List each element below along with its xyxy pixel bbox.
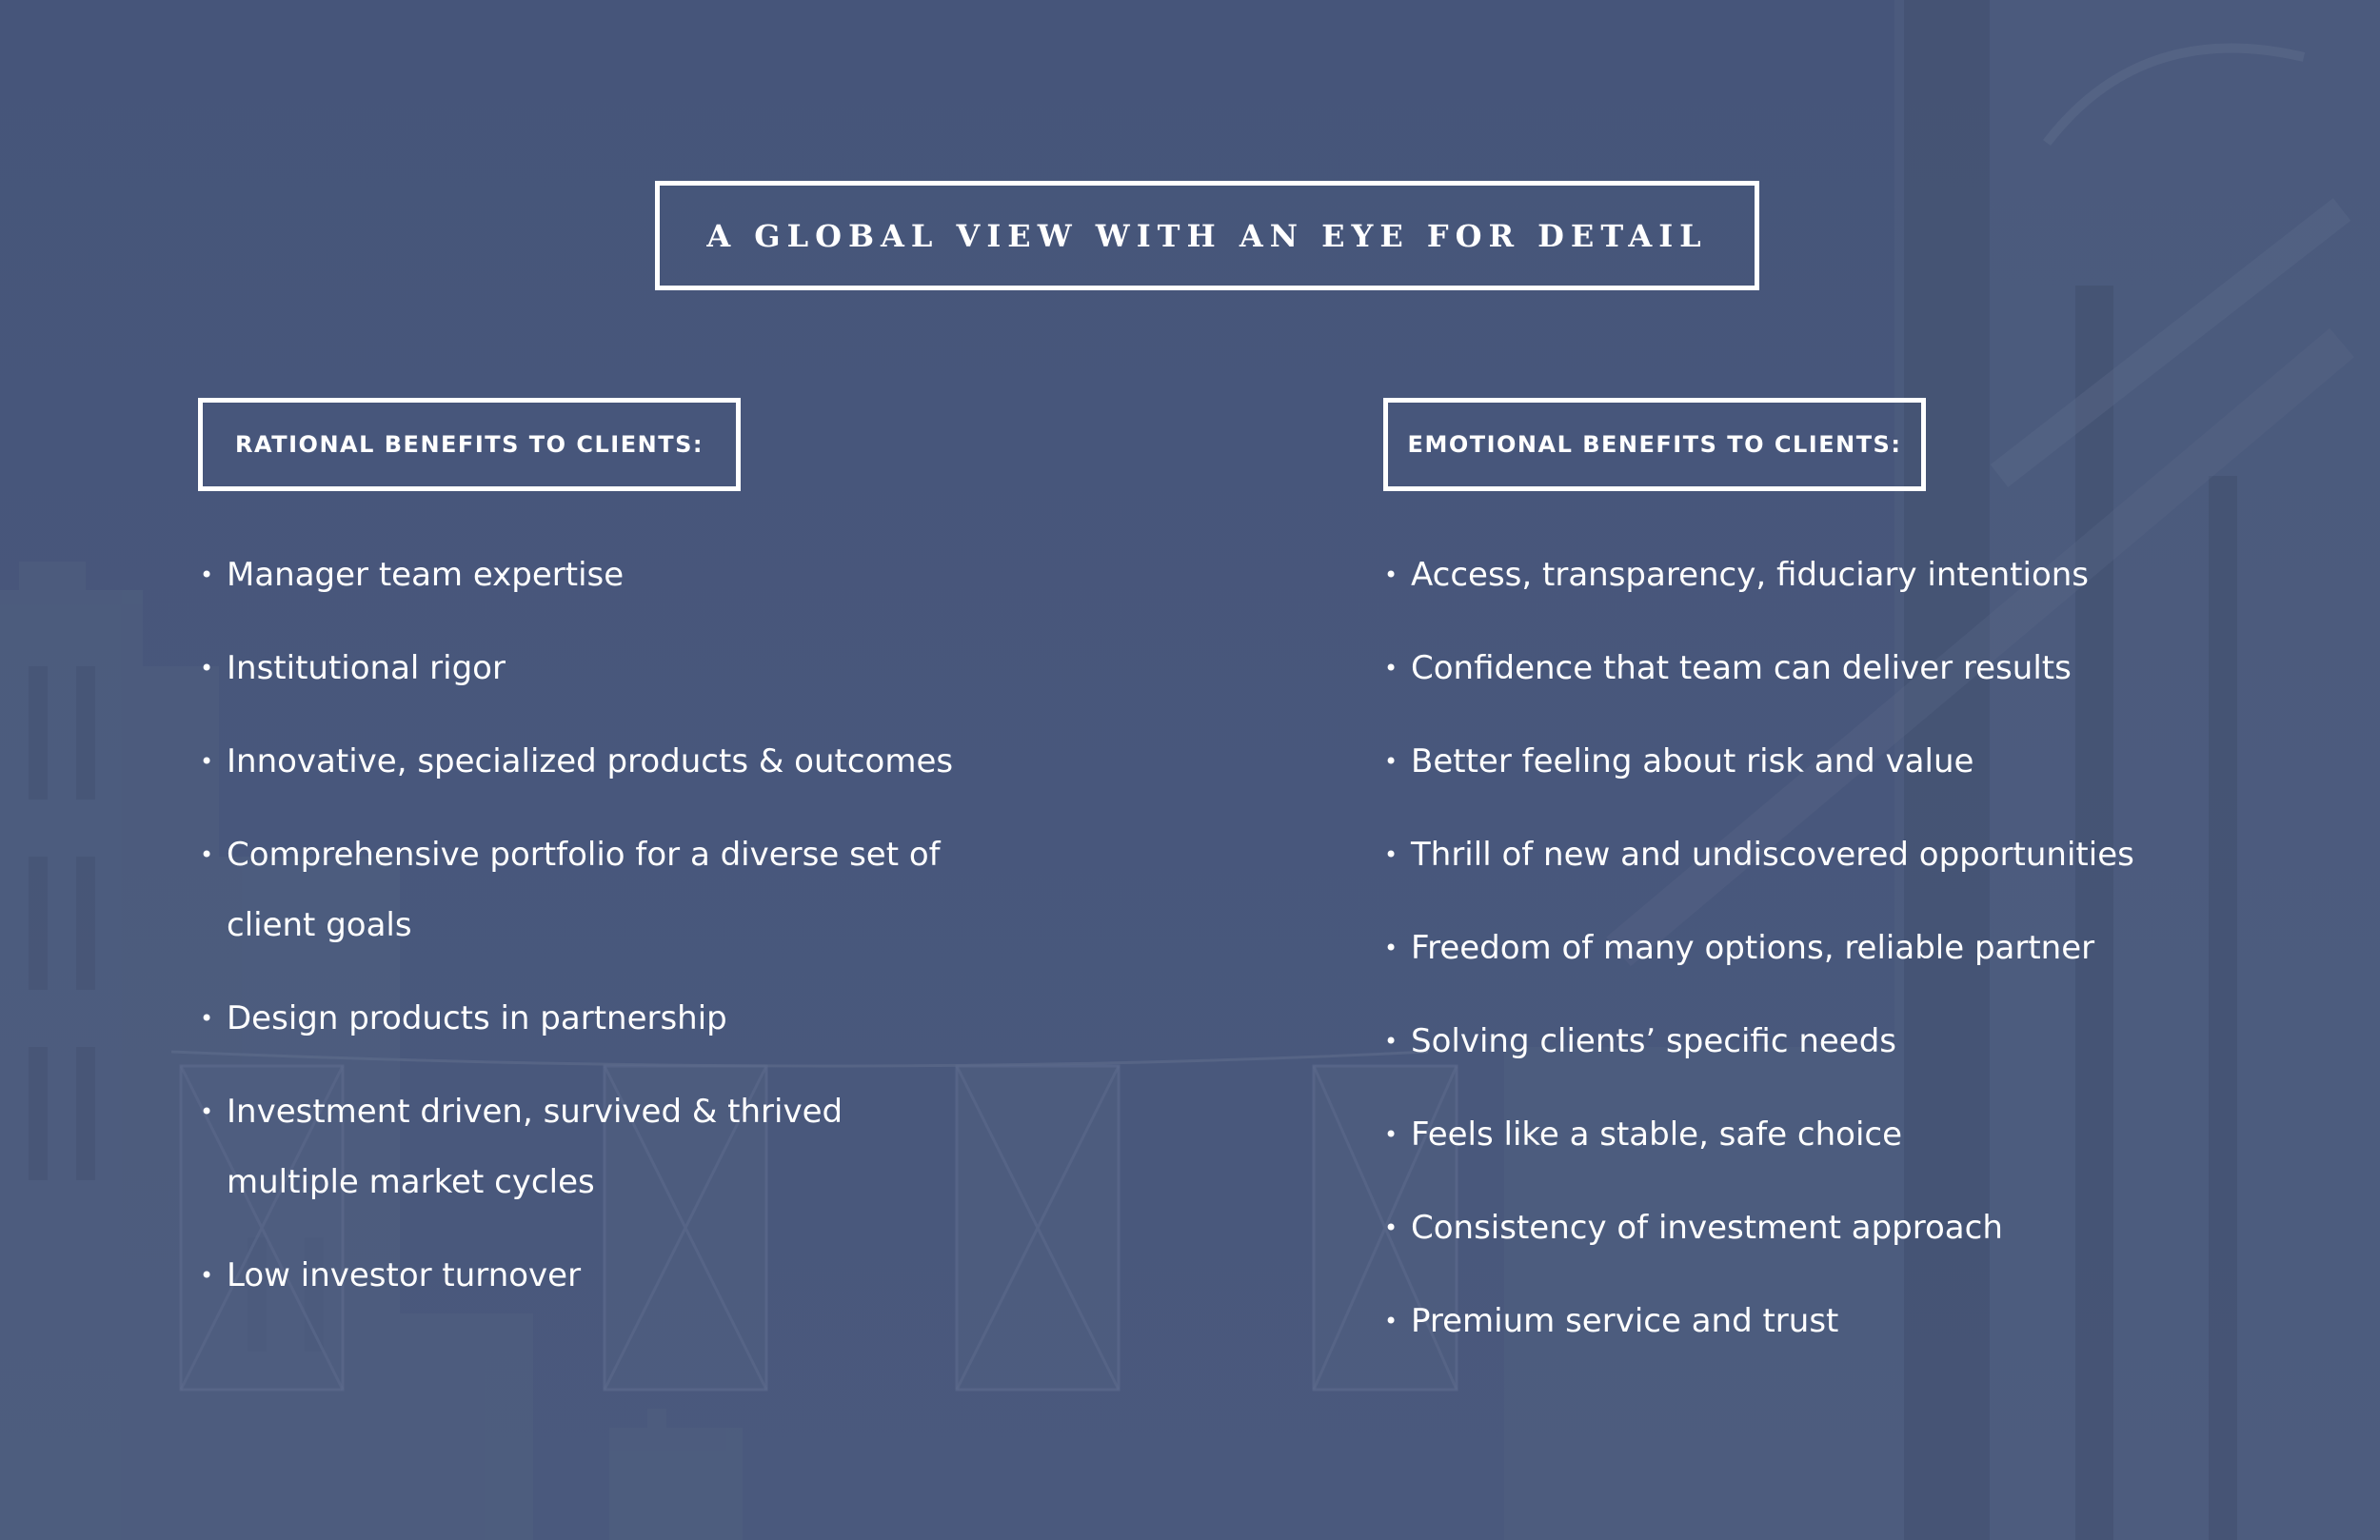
list-item [1384, 633, 2336, 703]
bullet-icon: • [1384, 748, 1398, 775]
list-item [200, 1240, 1057, 1311]
list-item [1384, 1099, 2336, 1170]
bullet-icon: • [200, 841, 214, 868]
bullet-icon: • [200, 1005, 214, 1032]
list-item-text: Investment driven, survived & thrived multiple market cycles [227, 1093, 843, 1201]
list-item-text: Better feeling about risk and value [1411, 742, 1974, 780]
rational-benefits-list [200, 540, 1057, 1333]
list-item [1384, 1193, 2336, 1263]
list-item [200, 1076, 885, 1217]
list-item-text: Manager team expertise [227, 556, 625, 594]
bullet-icon: • [200, 1098, 214, 1125]
list-item [1384, 1006, 2336, 1076]
list-item-text: Confidence that team can deliver results [1411, 649, 2072, 687]
list-item-text: Design products in partnership [227, 999, 727, 1037]
list-item-text: Thrill of new and undiscovered opportunities [1411, 836, 2134, 874]
page-title-box [655, 181, 1759, 290]
page-title: A GLOBAL VIEW WITH AN EYE FOR DETAIL [706, 217, 1708, 254]
bullet-icon: • [200, 748, 214, 775]
list-item [200, 540, 1057, 610]
list-item-text: Access, transparency, fiduciary intentions [1411, 556, 2090, 594]
list-item-text: Innovative, specialized products & outcomes [227, 742, 954, 780]
rational-benefits-header [198, 398, 741, 491]
bullet-icon: • [1384, 1308, 1398, 1334]
emotional-benefits-list [1384, 540, 2336, 1379]
list-item-text: Feels like a stable, safe choice [1411, 1116, 1903, 1154]
list-item [200, 633, 1057, 703]
bullet-icon: • [200, 562, 214, 588]
rational-benefits-header-label: RATIONAL BENEFITS TO CLIENTS: [235, 431, 704, 458]
list-item [1384, 819, 2336, 890]
bullet-icon: • [1384, 1214, 1398, 1241]
list-item [1384, 1286, 2336, 1356]
list-item-text: Freedom of many options, reliable partner [1411, 929, 2095, 967]
list-item-text: Consistency of investment approach [1411, 1209, 2003, 1247]
list-item-text: Comprehensive portfolio for a diverse set of client goals [227, 836, 941, 944]
bullet-icon: • [1384, 1121, 1398, 1148]
bullet-icon: • [1384, 841, 1398, 868]
emotional-benefits-header [1383, 398, 1926, 491]
list-item [200, 726, 1057, 797]
list-item [1384, 540, 2336, 610]
list-item [200, 819, 990, 960]
list-item-text: Premium service and trust [1411, 1302, 1839, 1340]
bullet-icon: • [200, 655, 214, 681]
list-item [1384, 726, 2336, 797]
list-item-text: Institutional rigor [227, 649, 506, 687]
bullet-icon: • [1384, 655, 1398, 681]
bullet-icon: • [1384, 562, 1398, 588]
bullet-icon: • [1384, 1028, 1398, 1055]
bullet-icon: • [1384, 935, 1398, 961]
bullet-icon: • [200, 1262, 214, 1289]
emotional-benefits-header-label: EMOTIONAL BENEFITS TO CLIENTS: [1407, 431, 1902, 458]
list-item [1384, 913, 2336, 983]
list-item-text: Low investor turnover [227, 1256, 582, 1294]
list-item [200, 983, 1057, 1054]
list-item-text: Solving clients’ specific needs [1411, 1022, 1896, 1060]
